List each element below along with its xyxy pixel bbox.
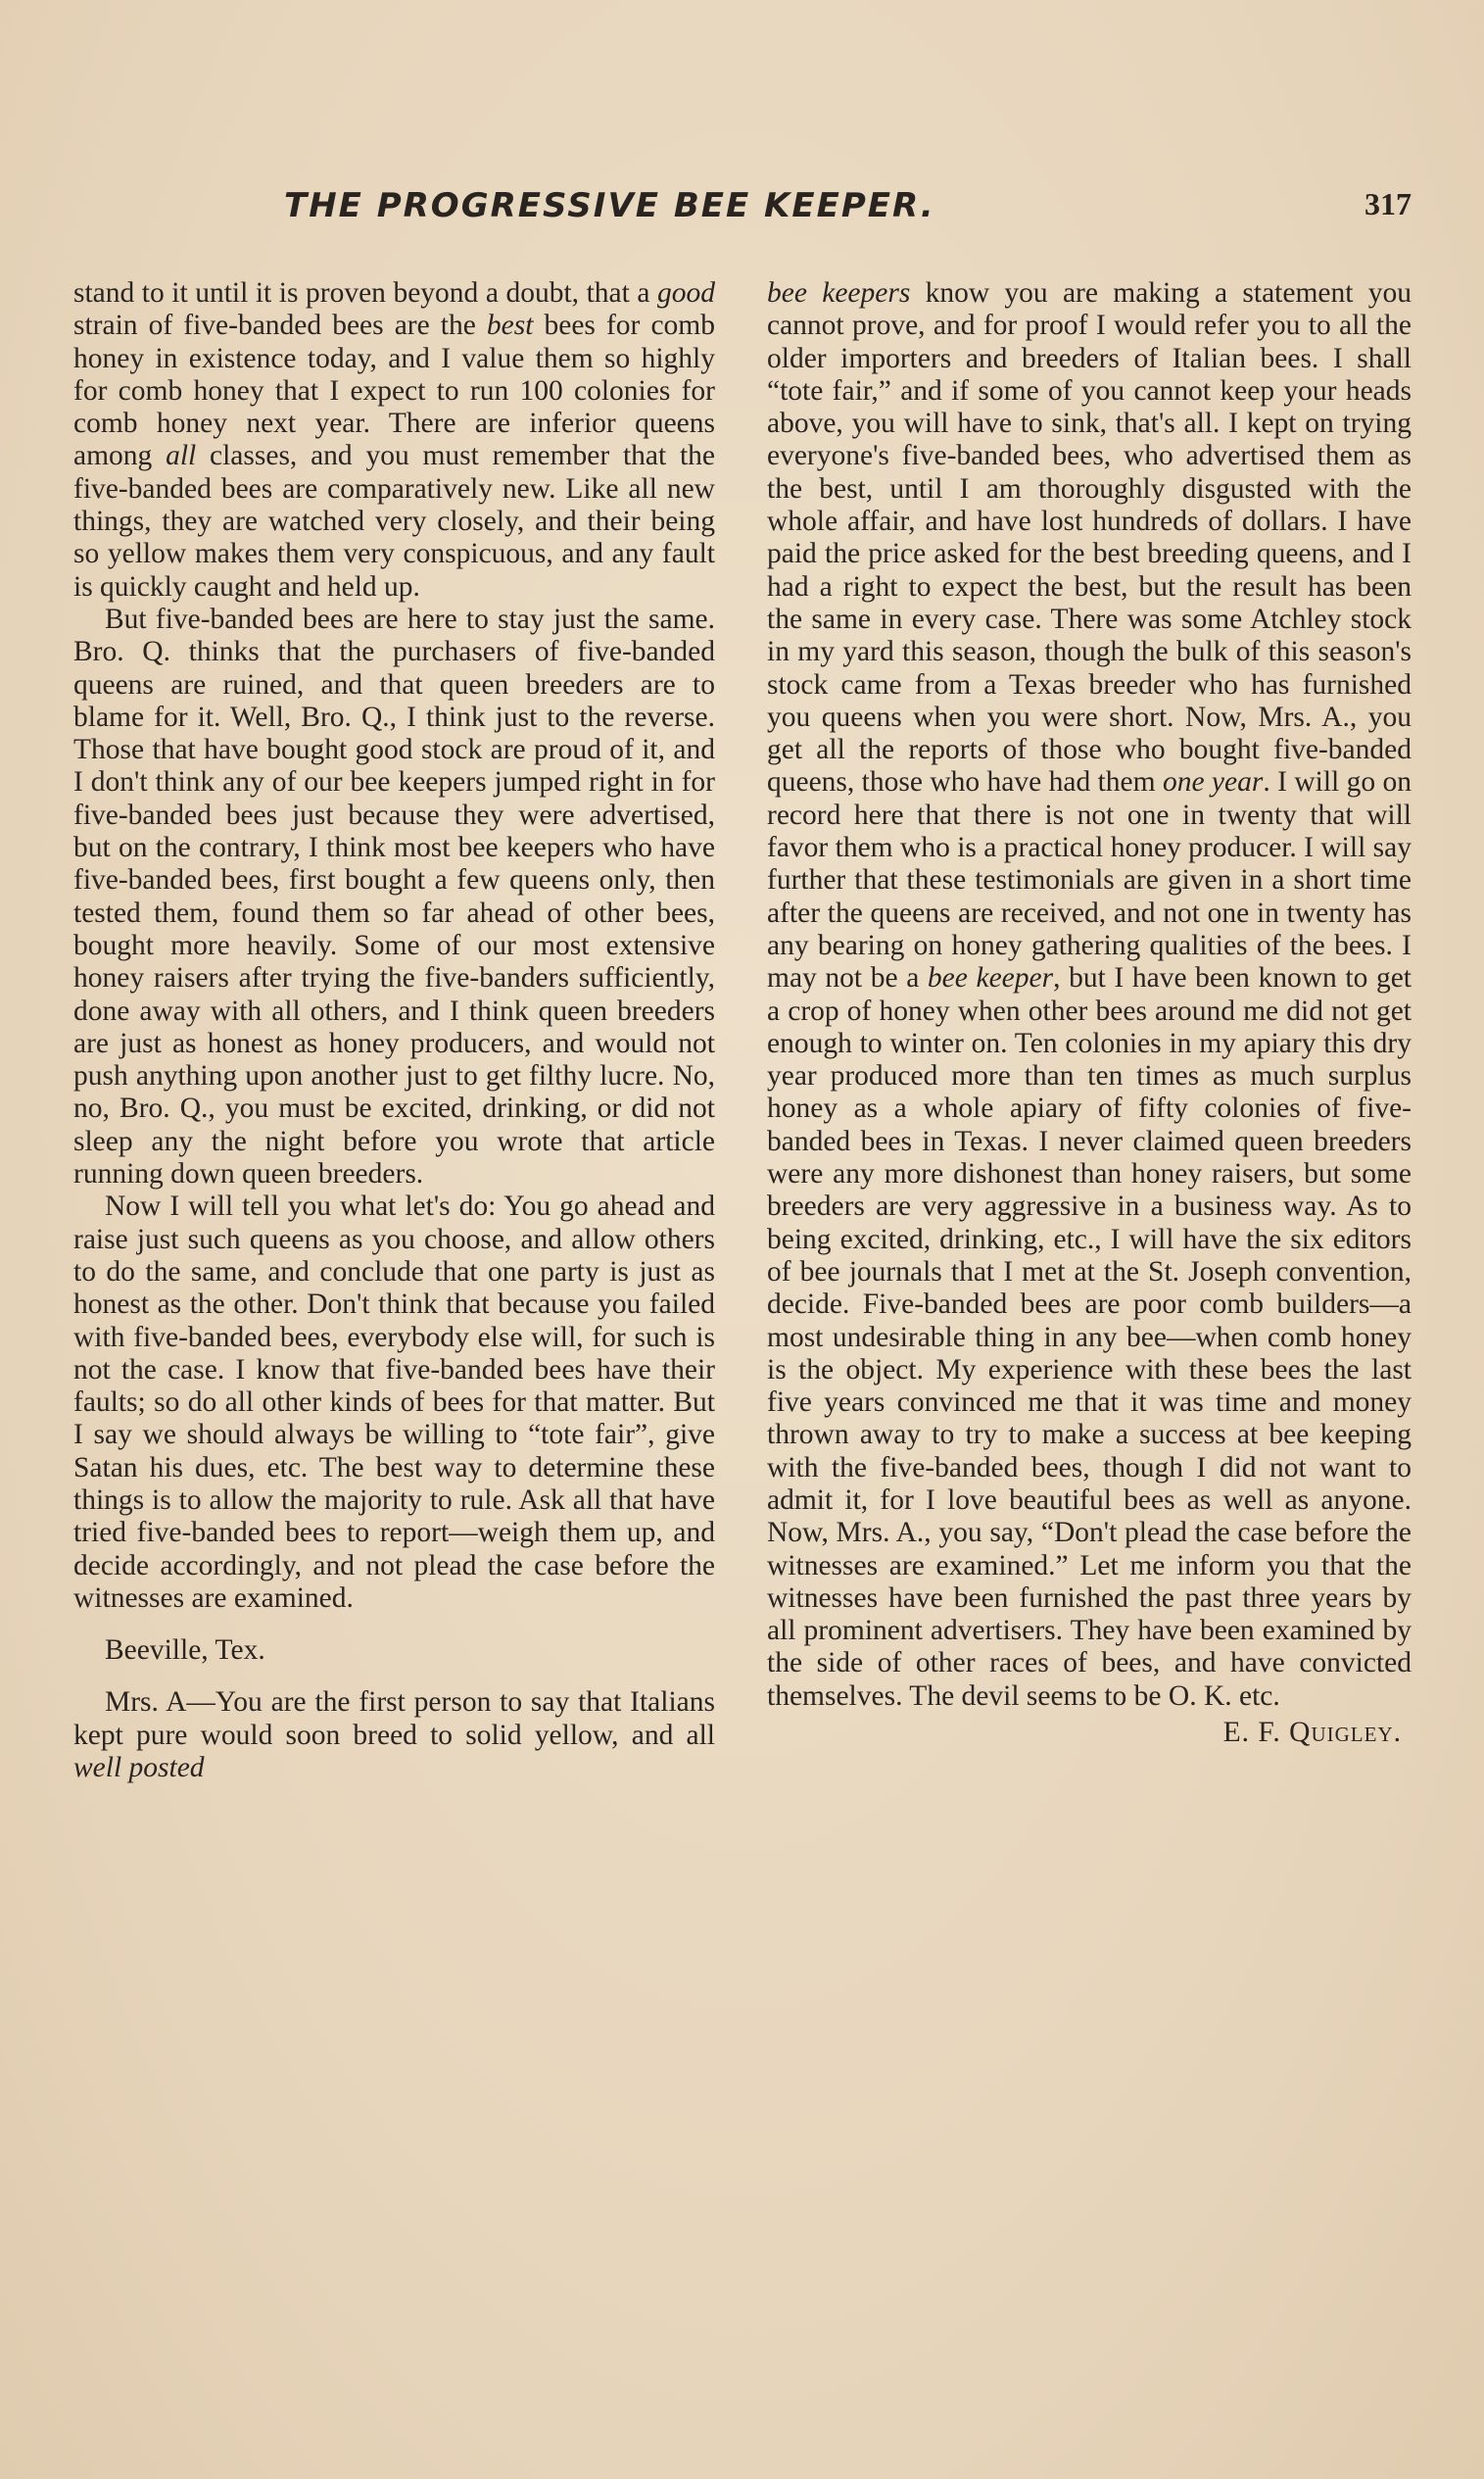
left-column xyxy=(73,277,715,1784)
dateline-place: Beeville, Tex. xyxy=(105,1634,265,1667)
paragraph: But five-banded bees are here to stay just the same. Bro. Q. thinks that the purchasers of five-banded queens are ruined, and that queen breeders are to blame for it. Well, Bro. Q., I think just to the reverse. Those that have bought good stock are proud of it, and I don't think any of our bee keepers jumped right in for five-banded bees just because they were advertised, but on the contrary, I think most bee keepers who have five-banded bees, first bought a few queens only, then tested them, found them so far ahead of other bees, bought more heavily. Some of our most extensive honey raisers after trying the five-banders sufficiently, done away with all others, and I think queen breeders are just as honest as honey producers, and would not push anything upon another just to get filthy lucre. No, no, Bro. Q., you must be excited, drinking, or did not sleep any the night before you wrote that article running down queen breeders. xyxy=(73,603,715,1191)
page-header xyxy=(0,186,1484,245)
paragraph: Mrs. A—You are the first person to say that Italians kept pure would soon breed to solid yellow, and all well posted xyxy=(73,1686,715,1784)
right-column xyxy=(767,277,1412,1749)
paragraph: stand to it until it is proven beyond a doubt, that a good strain of five-banded bees are the best bees for comb honey in existence today, and I value them so highly for comb honey that I expect to run 100 colonies for comb honey next year. There are inferior queens among all classes, and you must remember that the five-banded bees are comparatively new. Like all new things, they are watched very closely, and their being so yellow makes them very conspicuous, and any fault is quickly caught and held up. xyxy=(73,277,716,603)
paragraph: bee keepers know you are making a statement you cannot prove, and for proof I would refer you to all the older importers and breeders of Italian bees. I shall “tote fair,” and if some of you cannot keep your heads above, you will have to sink, that's all. I kept on trying everyone's five-banded bees, who advertised them as the best, until I am thoroughly disgusted with the whole affair, and have lost hundreds of dollars. I have paid the price asked for the best breeding queens, and I had a right to expect the best, but the result has been the same in every case. There was some Atchley stock in my yard this season, though the bulk of this season's stock came from a Texas breeder who has furnished you queens when you were short. Now, Mrs. A., you get all the reports of those who bought five-banded queens, those who have had them one year. I will go on record here that there is not one in twenty that will favor them who is a practical honey producer. I will say further that these testimonials are given in a short time after the queens are received, and not one in twenty has any bearing on honey gathering qualities of the bees. I may not be a bee keeper, but I have been known to get a crop of honey when other bees around me did not get enough to winter on. Ten colonies in my apiary this dry year produced more than ten times as much surplus honey as a whole apiary of fifty colonies of five-banded bees in Texas. I never claimed queen breeders were any more dishonest than honey raisers, but some breeders are very aggressive in a business way. As to being excited, drinking, etc., I will have the six editors of bee journals that I met at the St. Joseph convention, decide. Five-banded bees are poor comb builders—a most undesirable thing in any bee—when comb honey is the object. My experience with these bees the last five years convinced me that it was time and money thrown away to try to make a success at bee keeping with the five-banded bees, though I did not want to admit it, for I love beautiful bees as well as anyone. Now, Mrs. A., you say, “Don't plead the case before the witnesses are examined.” Let me inform you that the witnesses have been furnished the past three years by all prominent advertisers. They have been examined by the side of other races of bees, and have convicted themselves. The devil seems to be O. K. etc. xyxy=(767,277,1412,1712)
page-number: 317 xyxy=(1364,186,1412,221)
running-title: THE PROGRESSIVE BEE KEEPER. xyxy=(284,186,935,225)
author-signature: E. F. Quigley. xyxy=(1222,1717,1402,1749)
paragraph: Now I will tell you what let's do: You go ahead and raise just such queens as you choose, and allow others to do the same, and conclude that one party is just as honest as the other. Don't think that because you failed with five-banded bees, everybody else will, for such is not the case. I know that five-banded bees have their faults; so do all other kinds of bees for that matter. But I say we should always be willing to “tote fair”, give Satan his dues, etc. The best way to determine these things is to allow the majority to rule. Ask all that have tried five-banded bees to report—weigh them up, and decide accordingly, and not plead the case before the witnesses are examined. xyxy=(73,1191,715,1614)
